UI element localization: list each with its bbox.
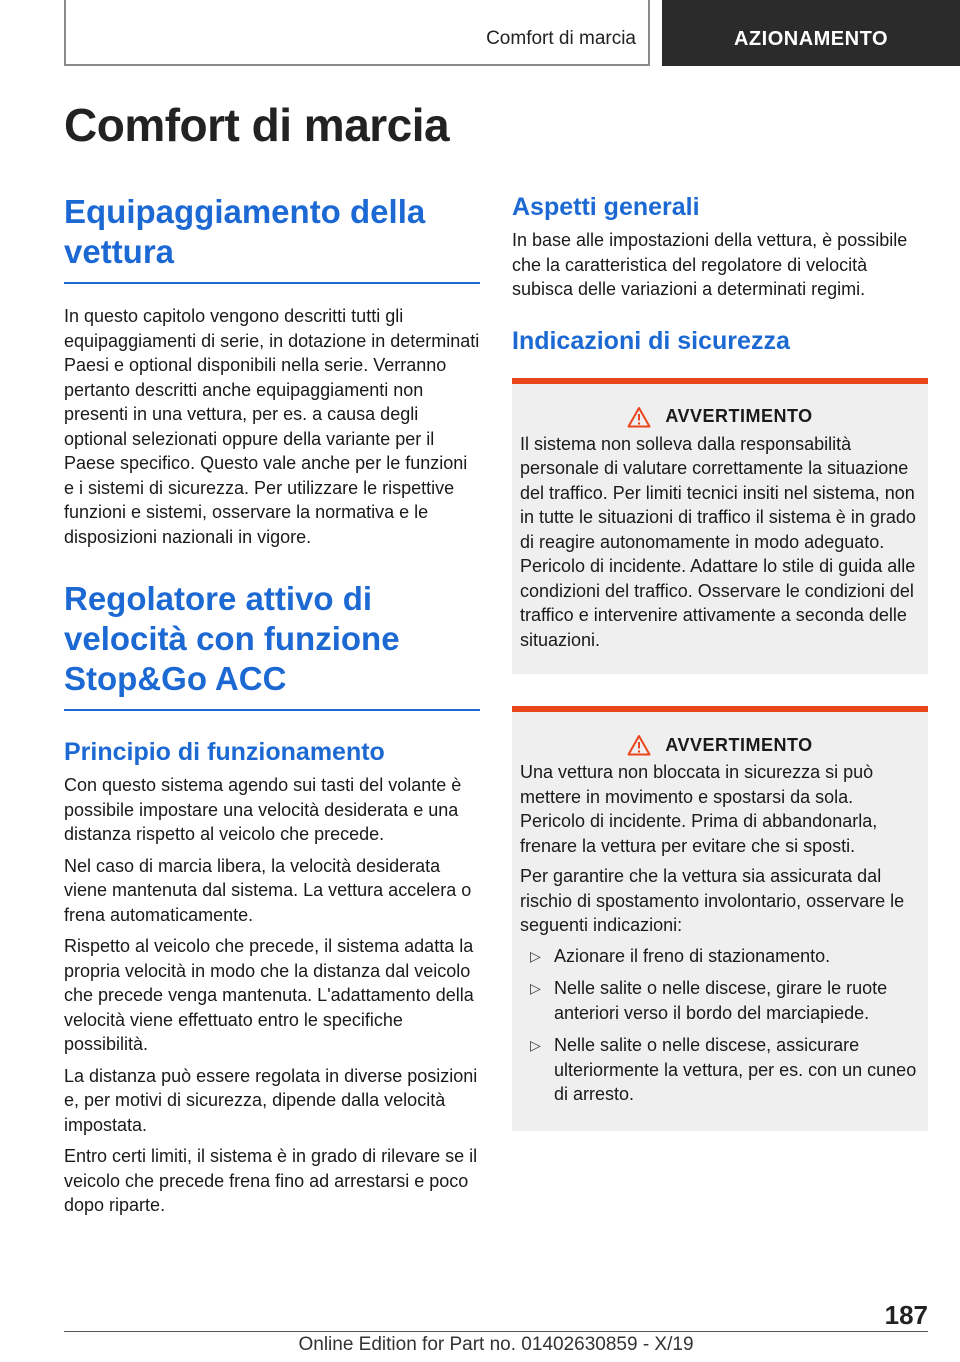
footer-edition: Online Edition for Part no. 01402630859 - X/19 xyxy=(298,1334,694,1355)
warning-box xyxy=(512,706,928,1131)
body-paragraph: Rispetto al veicolo che precede, il sistema adatta la propria velocità in modo che la distanza dal veicolo che precede venga mantenuta. L'adattamento della velocità viene effettuato entro le specifiche possibilità. xyxy=(64,936,474,1054)
equipment-paragraph: In questo capitolo vengono descritti tutti gli equipaggiamenti di serie, in dotazione in determinati Paesi e optional disponibili nella serie. Verranno pertanto descritti anche equipaggiamenti non presenti in una vettura, per es. a causa degli optional selezionati oppure della variante per il Paese specifico. Questo vale anche per le funzioni e i sistemi di sicurezza. Per utilizzare le rispettive funzioni e sistemi, osservare la normativa e le disposizioni nazionali in vigore. xyxy=(64,306,480,547)
chapter-tab-label: AZIONAMENTO xyxy=(733,28,888,50)
page-title: Comfort di marcia xyxy=(64,99,450,151)
right-column xyxy=(512,192,928,1131)
warning-triangle-icon xyxy=(627,406,651,428)
warning-triangle-icon xyxy=(627,734,651,756)
warning-title-row xyxy=(520,406,920,428)
list-item-text: Nelle salite o nelle discese, assicurare ulteriormente la vettura, per es. con un cuneo di arresto. xyxy=(554,1035,917,1104)
warning-title: AVVERTIMENTO xyxy=(665,734,813,755)
triangle-bullet-icon: ▷ xyxy=(530,980,541,996)
left-column xyxy=(64,192,480,1218)
header-separator xyxy=(648,0,650,66)
section-heading-equipment: Equipaggiamento della vettura xyxy=(64,193,426,270)
warning-title-row xyxy=(520,734,920,756)
list-item xyxy=(520,944,920,969)
list-item xyxy=(520,1033,920,1107)
page-number: 187 xyxy=(884,1300,928,1330)
body-paragraph: Nel caso di marcia libera, la velocità desiderata viene mantenuta dal sistema. La vettura accelera o frena automaticamente. xyxy=(64,855,472,925)
warning-title: AVVERTIMENTO xyxy=(665,406,813,426)
heading-rule xyxy=(64,709,480,711)
subheading-principle: Principio di funzionamento xyxy=(64,738,385,766)
body-paragraph: La distanza può essere regolata in diverse posizioni e, per motivi di sicurezza, dipende dalla velocità impostata. xyxy=(64,1065,478,1135)
body-paragraph: Entro certi limiti, il sistema è in grado di rilevare se il veicolo che precede frena fino ad arrestarsi e poco dopo riparte. xyxy=(64,1146,478,1215)
header-left-border xyxy=(64,0,66,66)
warning-text: Una vettura non bloccata in sicurezza si può mettere in movimento e spostarsi da sola. Pericolo di incidente. Prima di abbandonarla, frenare la vettura per evitare che si sposti. xyxy=(520,762,878,856)
subheading-general: Aspetti generali xyxy=(512,193,700,221)
chapter-tab xyxy=(662,0,960,66)
list-item xyxy=(520,976,920,1025)
general-paragraph: In base alle impostazioni della vettura, è possibile che la caratteristica del regolatore di velocità subisca delle variazioni a determinati regimi. xyxy=(512,230,908,299)
warning-box xyxy=(512,378,928,675)
warning-list xyxy=(520,944,920,1107)
body-paragraph: Con questo sistema agendo sui tasti del volante è possibile impostare una velocità desiderata e una distanza rispetto al veicolo che precede. xyxy=(64,775,462,844)
header-bottom-border xyxy=(64,64,650,66)
footer-rule xyxy=(64,1331,928,1332)
triangle-bullet-icon: ▷ xyxy=(530,1037,541,1053)
header-section-title: Comfort di marcia xyxy=(486,28,636,49)
warning-text: Per garantire che la vettura sia assicurata dal rischio di spostamento involontario, osservare le seguenti indicazioni: xyxy=(520,866,905,935)
triangle-bullet-icon: ▷ xyxy=(530,947,541,964)
subheading-safety: Indicazioni di sicurezza xyxy=(512,326,790,355)
list-item-text: Azionare il freno di stazionamento. xyxy=(554,945,831,966)
heading-rule xyxy=(64,282,480,284)
list-item-text: Nelle salite o nelle discese, girare le ruote anteriori verso il bordo del marciapiede. xyxy=(554,978,888,1023)
section-heading-acc: Regolatore attivo di velocità con funzione Stop&Go ACC xyxy=(64,580,400,697)
warning-text: Il sistema non solleva dalla responsabilità personale di valutare correttamente la situazione del traffico. Per limiti tecnici insiti nel sistema, non in tutte le situazioni di traffico il sistema è in grado di reagire autonomamente in modo adeguato. Pericolo di incidente. Adattare lo stile di guida alle condizioni del traffico. Osservare le condizioni del traffico e intervenire attivamente a seconda delle situazioni. xyxy=(520,433,916,650)
